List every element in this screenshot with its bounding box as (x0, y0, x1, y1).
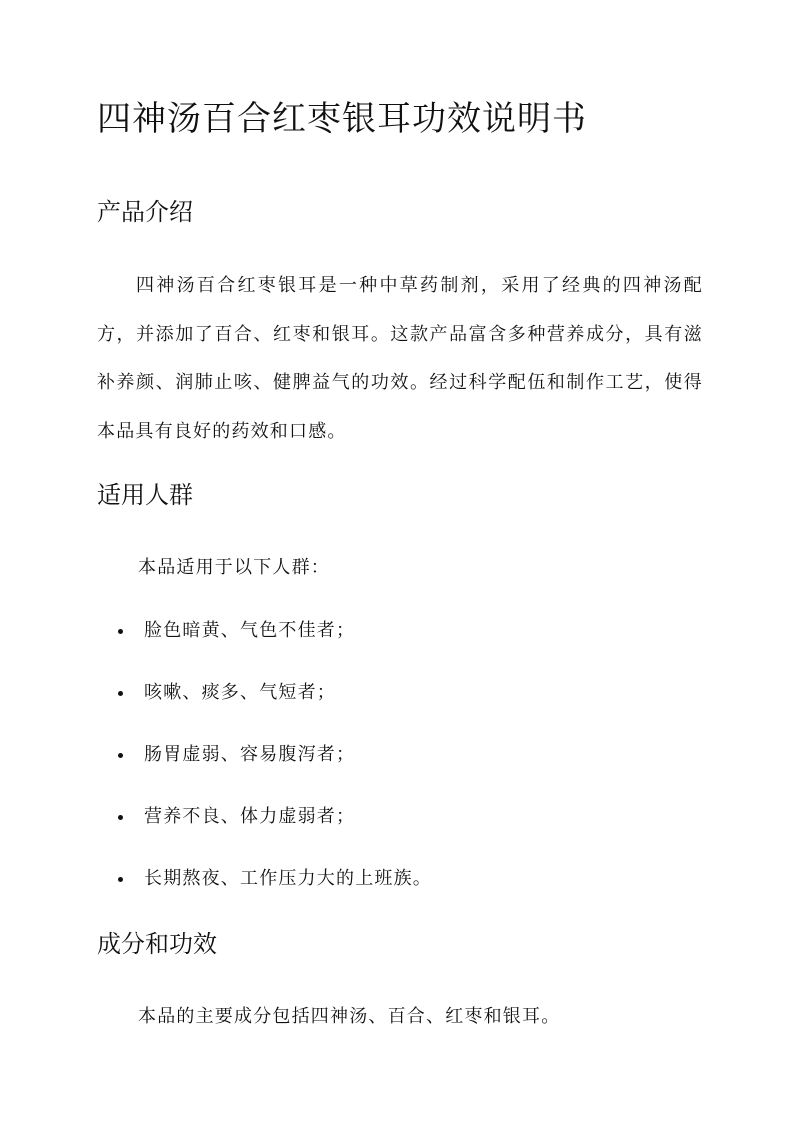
bullet-icon (118, 815, 123, 820)
document-title: 四神汤百合红枣银耳功效说明书 (97, 99, 587, 139)
list-item (118, 741, 355, 769)
list-item (118, 865, 432, 893)
section-heading-product-intro: 产品介绍 (97, 198, 193, 226)
target-group-intro: 本品适用于以下人群： (138, 557, 330, 578)
list-item-text: 脸色暗黄、气色不佳者； (144, 620, 356, 641)
list-item (118, 679, 336, 707)
section-heading-ingredients: 成分和功效 (97, 930, 217, 958)
list-item-text: 营养不良、体力虚弱者； (144, 806, 356, 827)
bullet-icon (118, 753, 123, 758)
product-intro-paragraph: 四神汤百合红枣银耳是一种中草药制剂，采用了经典的四神汤配方，并添加了百合、红枣和银耳。这款产品富含多种营养成分，具有滋补养颜、润肺止咳、健脾益气的功效。经过科学配伍和制作工艺，使得本品具有良好的药效和口感。 (97, 275, 703, 442)
ingredients-intro: 本品的主要成分包括四神汤、百合、红枣和银耳。 (138, 1006, 561, 1027)
section-heading-target-group: 适用人群 (97, 481, 193, 509)
bullet-icon (118, 877, 123, 882)
list-item-text: 肠胃虚弱、容易腹泻者； (144, 744, 356, 765)
list-item-text: 长期熬夜、工作压力大的上班族。 (144, 868, 432, 889)
list-item (118, 617, 355, 645)
bullet-icon (118, 629, 123, 634)
list-item-text: 咳嗽、痰多、气短者； (144, 682, 336, 703)
list-item (118, 803, 355, 831)
bullet-icon (118, 691, 123, 696)
